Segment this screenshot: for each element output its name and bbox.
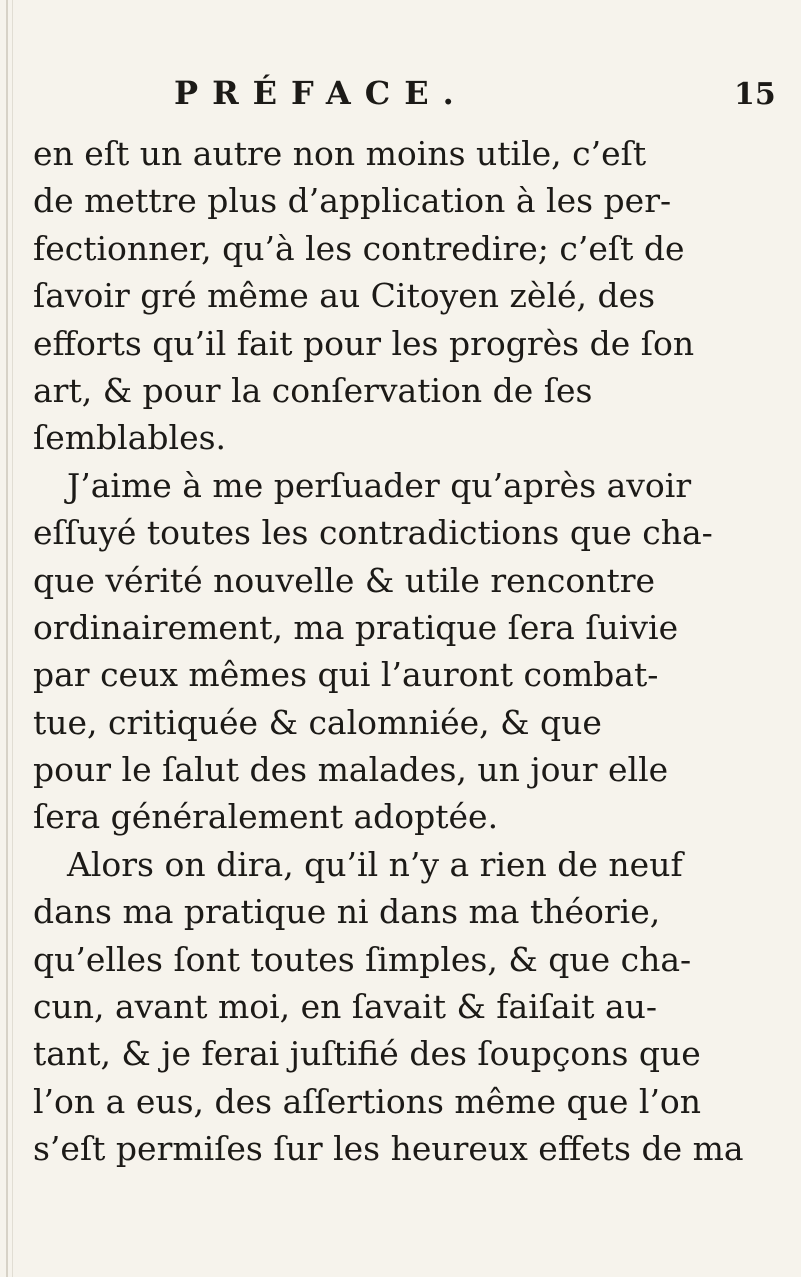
- paragraph-first-line: J’aime à me perſuader qu’après avoir: [67, 465, 692, 505]
- text-line: dans ma pratique ni dans ma théorie,: [33, 892, 661, 932]
- text-line: ſera généralement adoptée.: [33, 797, 499, 837]
- text-line: pour le ſalut des malades, un jour elle: [33, 750, 669, 790]
- text-line: ordinairement, ma pratique ſera ſuivie: [33, 607, 679, 647]
- text-line: fectionner, qu’à les contredire; c’eſt de: [33, 228, 685, 268]
- text-line: qu’elles ſont toutes ſimples, & que cha-: [33, 939, 692, 979]
- text-line: en eſt un autre non moins utile, c’eſt: [33, 134, 647, 173]
- text-line: que vérité nouvelle & utile rencontre: [33, 560, 656, 600]
- page-number: 15: [734, 77, 776, 112]
- text-line: cun, avant moi, en ſavait & faiſait au-: [33, 987, 658, 1027]
- text-line: tant, & je ferai juſtifié des ſoupçons que: [33, 1034, 701, 1074]
- page-gutter-edge: [6, 0, 8, 1277]
- text-line: efforts qu’il fait pour les progrès de ſon: [33, 323, 695, 363]
- text-line: ſavoir gré même au Citoyen zèlé, des: [33, 276, 656, 316]
- paragraph-first-line: Alors on dira, qu’il n’y a rien de neuf: [67, 844, 683, 884]
- text-line: s’eſt permiſes ſur les heureux effets de ma: [33, 1129, 744, 1169]
- text-line: tue, critiquée & calomniée, & que: [33, 702, 602, 742]
- text-line: ſemblables.: [33, 418, 227, 458]
- text-line: par ceux mêmes qui l’auront combat-: [33, 655, 659, 695]
- page-header: [0, 68, 801, 118]
- body-text: [33, 130, 788, 1173]
- text-line: de mettre plus d’application à les per-: [33, 181, 672, 221]
- page-gutter-shadow: [12, 0, 13, 1277]
- text-line: eſſuyé toutes les contradictions que cha-: [33, 513, 713, 553]
- running-title: PRÉFACE.: [174, 74, 468, 112]
- text-line: l’on a eus, des aſſertions même que l’on: [33, 1081, 702, 1121]
- text-line: art, & pour la conſervation de ſes: [33, 370, 593, 410]
